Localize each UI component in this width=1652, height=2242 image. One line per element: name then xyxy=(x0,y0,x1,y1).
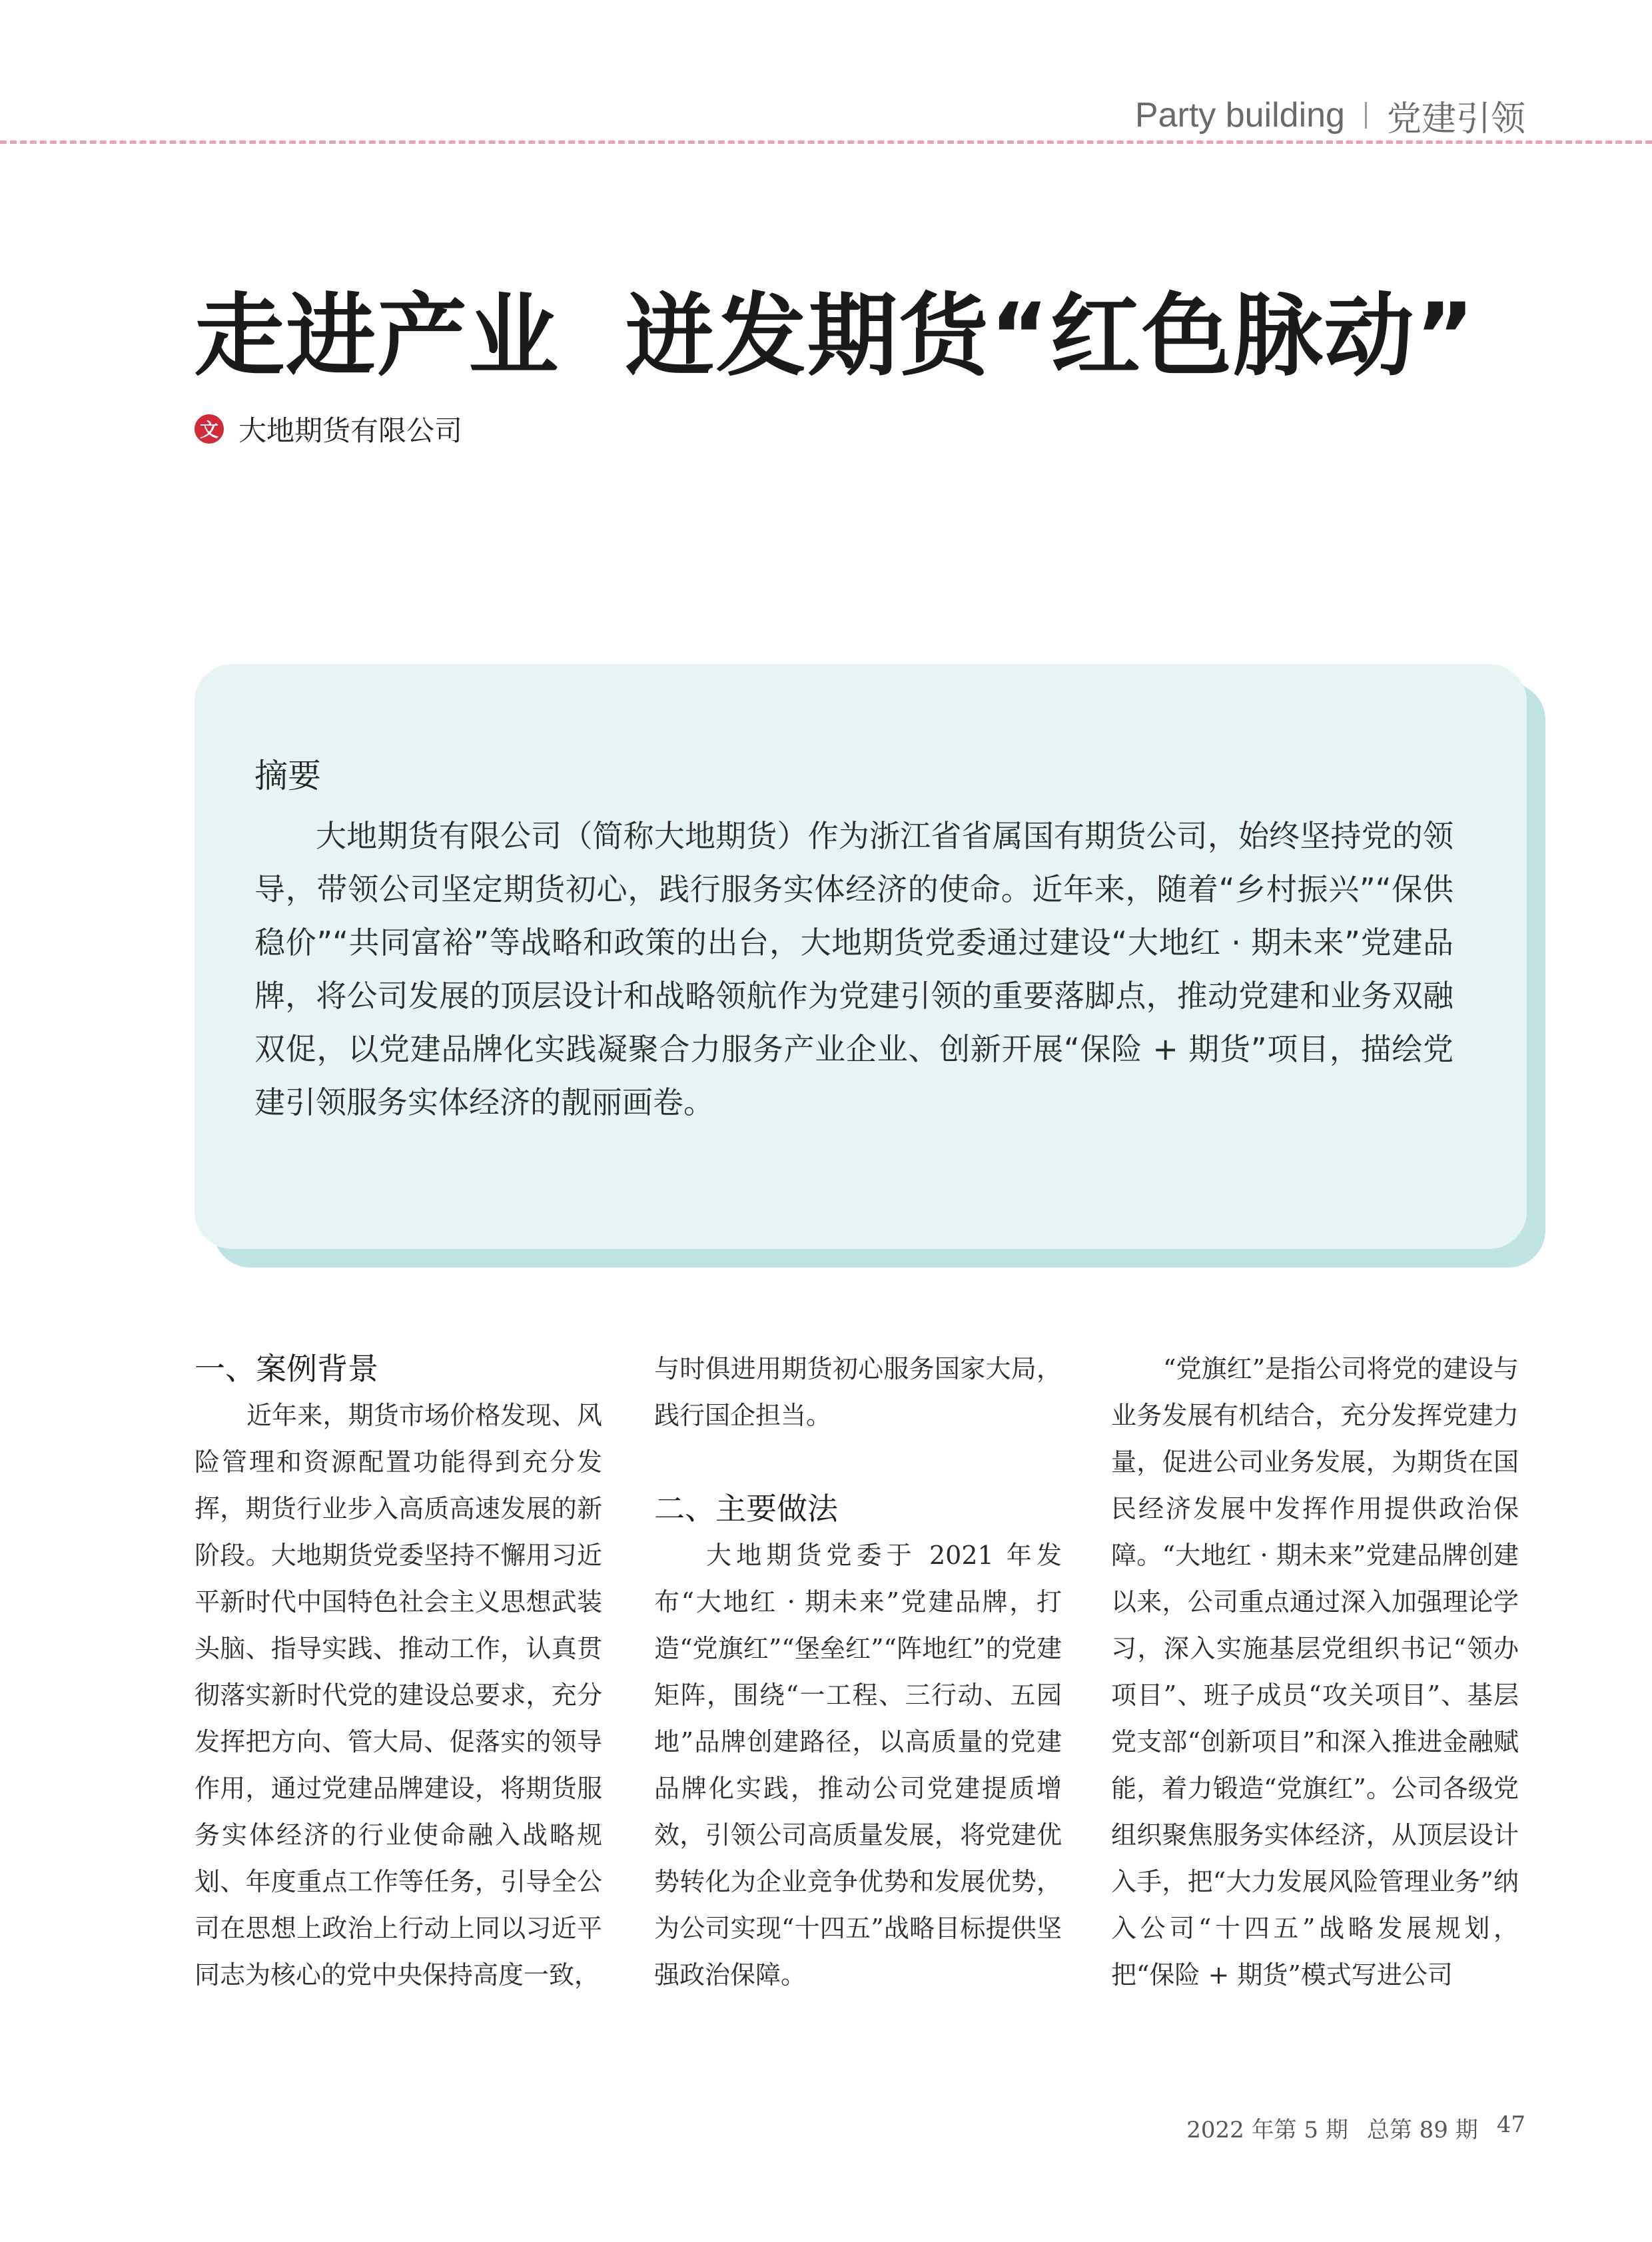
section-header-cn: 党建引领 xyxy=(1386,99,1525,139)
text-column-3 xyxy=(1111,1345,1519,1998)
abstract-body: 大地期货有限公司（简称大地期货）作为浙江省省属国有期货公司，始终坚持党的领导，带领公司坚定期货初心，践行服务实体经济的使命。近年来，随着“乡村振兴”“保供稳价”“共同富裕”等战略和政策的出台，大地期货党委通过建设“大地红 · 期未来”党建品牌，将公司发展的顶层设计和战略领航作为党建引领的重要落脚点，推动党建和业务双融双促，以党建品牌化实践凝聚合力服务产业企业、创新开展“保险 + 期货”项目，描绘党建引领服务实体经济的靓丽画卷。 xyxy=(254,818,1453,1120)
paragraph-continued: 与时俱进用期货初心服务国家大局，践行国企担当。 xyxy=(654,1354,1062,1430)
section-header-en: Party building xyxy=(1134,96,1345,135)
section-header-divider xyxy=(1365,102,1367,129)
author-name: 大地期货有限公司 xyxy=(238,414,463,447)
abstract-heading: 摘要 xyxy=(254,757,321,795)
page-number: 47 xyxy=(1496,2111,1525,2138)
paragraph: 大地期货党委于 2021 年发布“大地红 · 期未来”党建品牌，打造“党旗红”“堡垒红”“阵地红”的党建矩阵，围绕“一工程、三行动、五园地”品牌创建路径，以高质量的党建品牌化实践，推动公司党建提质增效，引领公司高质量发展，将党建优势转化为企业竞争优势和发展优势，为公司实现“十四五”战略目标提供坚强政治保障。 xyxy=(654,1541,1062,1990)
byline-wen-icon: 文 xyxy=(195,414,224,444)
text-column-1 xyxy=(195,1345,602,1998)
header-dashed-rule xyxy=(0,141,1652,144)
text-column-2 xyxy=(654,1345,1062,1998)
article-title: 走进产业 迸发期货“红色脉动” xyxy=(195,284,1476,388)
footer-total-issue: 总第 89 期 xyxy=(1366,2117,1478,2143)
byline xyxy=(195,409,462,449)
section-header xyxy=(1135,92,1525,139)
paragraph: “党旗红”是指公司将党的建设与业务发展有机结合，充分发挥党建力量，促进公司业务发展，为期货在国民经济发展中发挥作用提供政治保障。“大地红 · 期未来”党建品牌创建以来，公司重点通过深入加强理论学习，深入实施基层党组织书记“领办项目”、班子成员“攻关项目”、基层党支部“创新项目”和深入推进金融赋能，着力锻造“党旗红”。公司各级党组织聚焦服务实体经济，从顶层设计入手，把“大力发展风险管理业务”纳入公司“十四五”战略发展规划，把“保险 + 期货”模式写进公司 xyxy=(1111,1354,1519,1990)
section-heading-background: 一、案例背景 xyxy=(195,1351,378,1387)
abstract-box xyxy=(195,664,1527,1249)
section-heading-practices: 二、主要做法 xyxy=(654,1491,838,1527)
paragraph: 近年来，期货市场价格发现、风险管理和资源配置功能得到充分发挥，期货行业步入高质高速发展的新阶段。大地期货党委坚持不懈用习近平新时代中国特色社会主义思想武装头脑、指导实践、推动工作，认真贯彻落实新时代党的建设总要求，充分发挥把方向、管大局、促落实的领导作用，通过党建品牌建设，将期货服务实体经济的行业使命融入战略规划、年度重点工作等任务，引导全公司在思想上政治上行动上同以习近平同志为核心的党中央保持高度一致， xyxy=(195,1401,602,1990)
page-footer xyxy=(1186,2111,1525,2144)
footer-issue: 2022 年第 5 期 xyxy=(1186,2117,1348,2143)
